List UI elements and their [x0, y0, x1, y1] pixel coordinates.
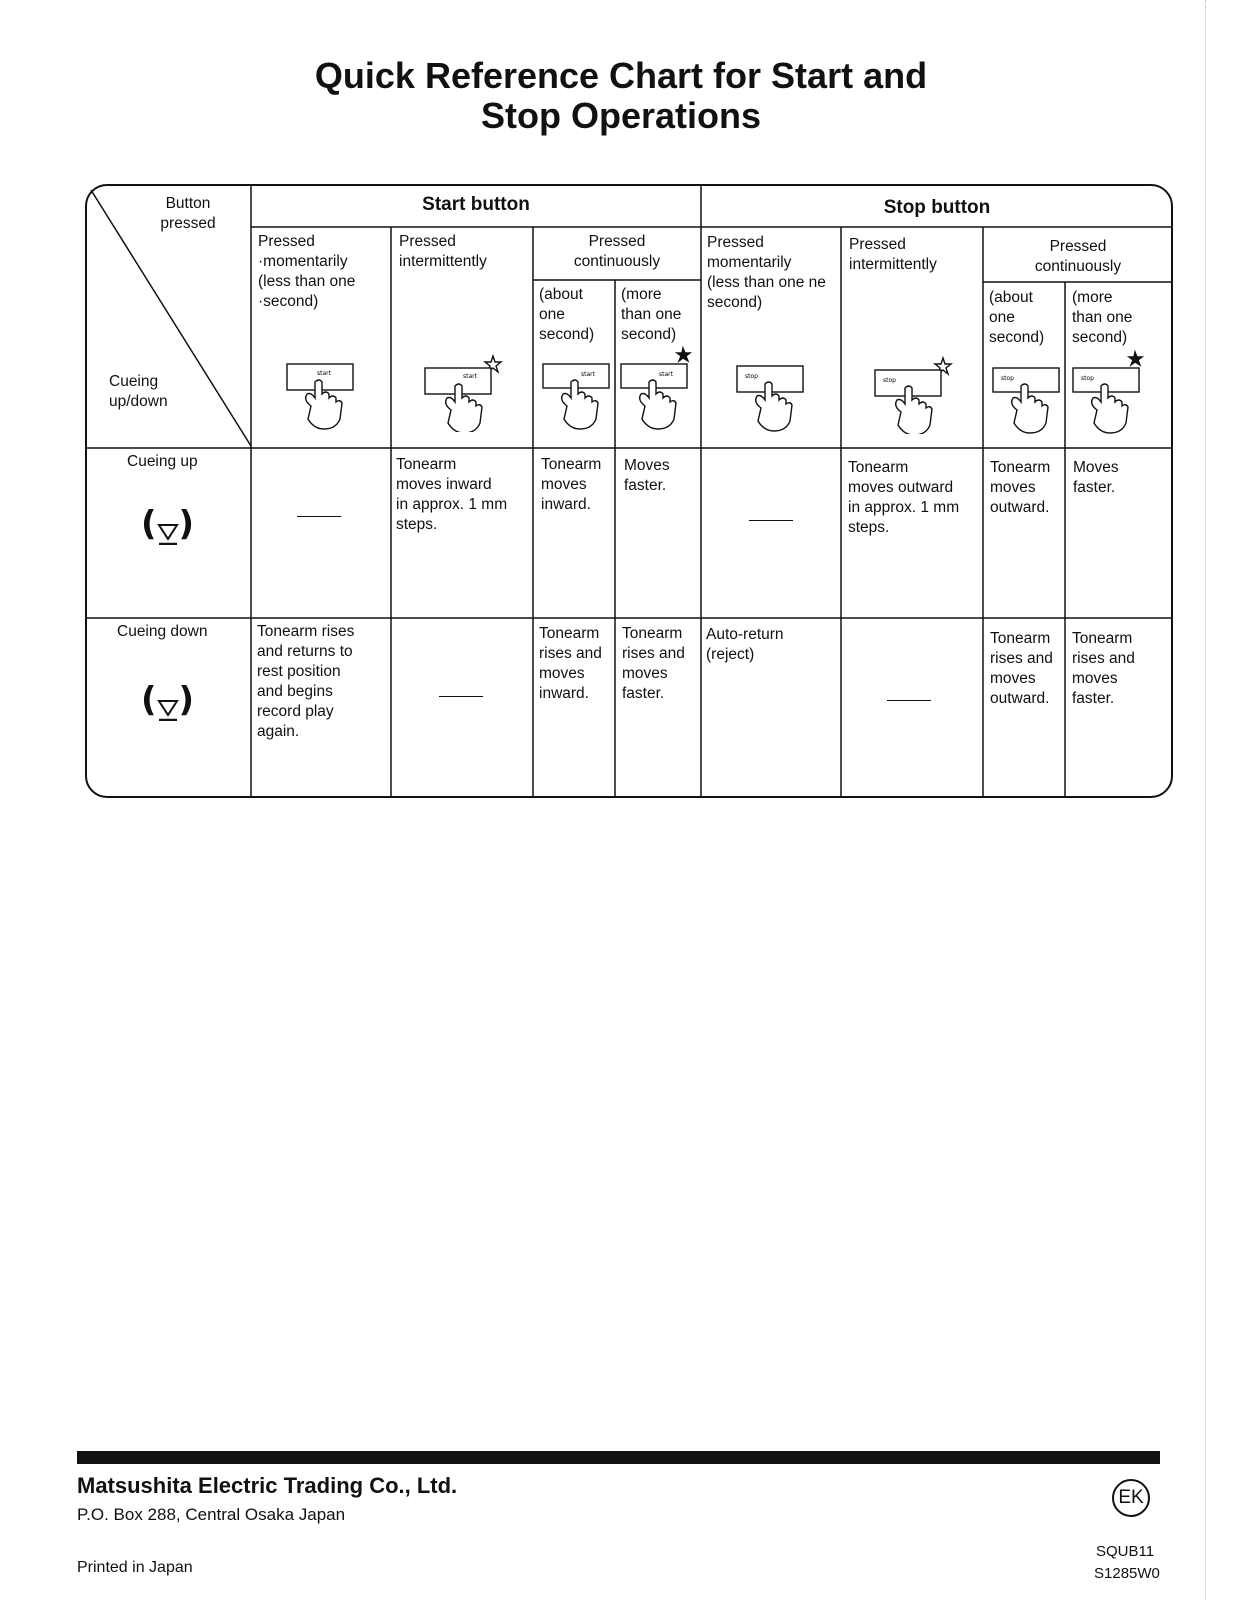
cueing-up-start-more-than-one: Moves faster. — [624, 457, 670, 494]
svg-text:start: start — [659, 371, 673, 378]
stop-intermittent-header: Pressed intermittently — [849, 236, 937, 273]
start-about-one-header: (about one second) — [539, 286, 595, 343]
stop-continuous-header: Pressed continuously — [1034, 238, 1122, 275]
cueing-down-start-about-one: Tonearm rises and moves inward. — [539, 625, 602, 702]
cueing-down-stop-intermittent-dash — [887, 700, 931, 701]
start-button-header: Start button — [422, 194, 530, 215]
stop-more-than-one-press-icon — [1071, 350, 1151, 436]
stop-about-one-press-icon — [991, 366, 1067, 436]
company-name: Matsushita Electric Trading Co., Ltd. — [77, 1473, 458, 1498]
stop-more-than-one-header: (more than one second) — [1072, 289, 1133, 346]
svg-text:stop: stop — [1001, 375, 1014, 382]
cueing-down-stop-about-one: Tonearm rises and moves outward. — [990, 630, 1053, 707]
stop-momentary-press-icon — [735, 364, 811, 434]
cueing-up-start-about-one: Tonearm moves inward. — [541, 456, 602, 513]
cueing-down-start-more-than-one: Tonearm rises and moves faster. — [622, 625, 685, 702]
svg-text:stop: stop — [883, 377, 896, 384]
page-edge-perforation — [1205, 0, 1206, 1600]
svg-text:start: start — [581, 371, 595, 378]
start-more-than-one-header: (more than one second) — [621, 286, 682, 343]
page-title — [0, 56, 1242, 136]
row-label-cueing-up: Cueing up — [127, 453, 198, 470]
cueing-down-symbol: ( ) — [141, 680, 195, 720]
print-code: S1285W0 — [1094, 1565, 1160, 1582]
start-continuous-header: Pressed continuously — [573, 233, 661, 270]
stop-button-header: Stop button — [883, 197, 991, 218]
title-line-1: Quick Reference Chart for Start and — [314, 55, 928, 96]
cueing-down-lever-icon — [157, 690, 179, 714]
start-momentary-header: Pressed ·momentarily (less than one ·second) — [258, 233, 356, 310]
cueing-up-stop-about-one: Tonearm moves outward. — [990, 459, 1051, 516]
stop-intermittent-press-icon — [873, 354, 953, 434]
corner-label-button-pressed: Button pressed — [160, 195, 216, 232]
row-label-cueing-down: Cueing down — [117, 623, 208, 640]
svg-text:stop: stop — [745, 373, 758, 380]
corner-label-cueing: Cueing up/down — [109, 373, 168, 410]
cueing-up-stop-momentary-dash — [749, 520, 793, 521]
svg-text:start: start — [317, 370, 331, 377]
start-more-than-one-press-icon — [619, 346, 699, 432]
title-line-2: Stop Operations — [480, 95, 762, 136]
cueing-down-stop-momentary: Auto-return (reject) — [706, 626, 784, 663]
cueing-up-lever-icon — [157, 514, 179, 538]
cueing-up-symbol: ( ) — [141, 504, 195, 544]
document-code: SQUB11 — [1096, 1543, 1155, 1560]
svg-text:stop: stop — [1081, 375, 1094, 382]
start-intermittent-press-icon — [423, 352, 503, 432]
cueing-up-start-intermittent: Tonearm moves inward in approx. 1 mm steps. — [396, 456, 508, 533]
start-intermittent-header: Pressed intermittently — [399, 233, 487, 270]
company-address: P.O. Box 288, Central Osaka Japan — [77, 1505, 346, 1524]
region-badge: EK — [1112, 1479, 1150, 1517]
cueing-down-start-momentary: Tonearm rises and returns to rest position and begins record play again. — [257, 623, 355, 740]
start-momentary-press-icon — [285, 362, 361, 432]
cueing-up-start-momentary-dash — [297, 516, 341, 517]
stop-momentary-header: Pressed momentarily (less than one ne second) — [707, 234, 826, 311]
footer-rule — [77, 1451, 1160, 1464]
cueing-up-stop-intermittent: Tonearm moves outward in approx. 1 mm steps. — [848, 459, 960, 536]
reference-chart — [85, 184, 1173, 798]
printed-in-note: Printed in Japan — [77, 1559, 193, 1576]
start-about-one-press-icon — [541, 362, 617, 432]
stop-about-one-header: (about one second) — [989, 289, 1045, 346]
svg-text:start: start — [463, 373, 477, 380]
cueing-down-stop-more-than-one: Tonearm rises and moves faster. — [1072, 630, 1135, 707]
cueing-down-start-intermittent-dash — [439, 696, 483, 697]
cueing-up-stop-more-than-one: Moves faster. — [1073, 459, 1119, 496]
